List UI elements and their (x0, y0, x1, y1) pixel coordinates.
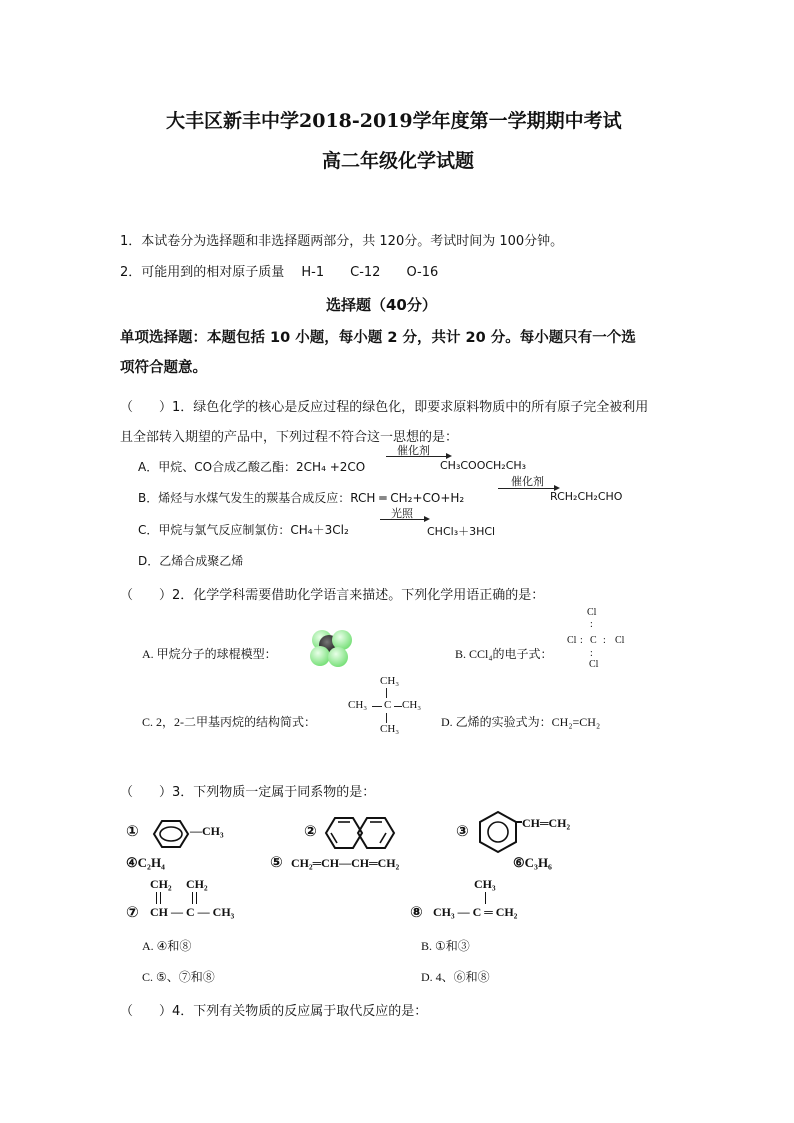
q4-stem: （ ）4．下列有关物质的反应属于取代反应的是： (120, 1004, 428, 1019)
bond-line (386, 713, 387, 723)
q1-c-arrow (380, 519, 428, 520)
ccl4-electron-formula (565, 605, 635, 673)
methane-ball-stick-model (296, 624, 362, 670)
page-title: 大丰区新丰中学2018-2019学年度第一学期期中考试 (166, 110, 622, 132)
struct-ch3-bottom: CH₃ (380, 723, 400, 735)
q3-item-5-text: CH₂═CH—CH═CH₂ (291, 856, 400, 870)
q3-item-7-ch2-left: CH₂ (150, 877, 172, 891)
double-bond-line (160, 892, 161, 904)
struct-ch3-top: CH₃ (380, 675, 400, 687)
q3-item-3-number: ③ (456, 822, 469, 840)
double-bond-line (156, 892, 157, 904)
q3-item-8-ch3-top: CH₃ (474, 877, 496, 891)
q3-option-c: C. ⑤、⑦和⑧ (142, 970, 215, 984)
q2-option-b: B. CCl₄的电子式： (455, 647, 553, 661)
q3-item-3-text: CH═CH₂ (522, 816, 571, 830)
q1-a-product: CH₃COOCH₂CH₃ (440, 459, 527, 472)
q3-item-1-number: ① (126, 822, 139, 840)
q1-stem-line1: （ ）1．绿色化学的核心是反应过程的绿色化，即要求原料物质中的所有原子完全被利用 (120, 400, 649, 415)
q1-option-b: B．烯烃与水煤气发生的羰基合成反应：RCH ═ CH₂+CO+H₂ (138, 491, 465, 505)
bond-line (394, 706, 402, 707)
naphthalene-icon (322, 812, 398, 854)
q1-stem-line2: 且全部转入期望的产品中，下列过程不符合这一思想的是： (120, 430, 459, 445)
lewis-c-center: C (590, 635, 597, 646)
lewis-cl-left: Cl (567, 635, 577, 646)
lewis-cl-bottom: Cl (589, 659, 599, 670)
q1-b-condition: 催化剂 (511, 475, 544, 488)
q3-item-1-text: —CH₃ (190, 824, 224, 838)
q3-option-d: D. 4、⑥和⑧ (421, 970, 490, 984)
lewis-dots-right: : (603, 635, 606, 646)
q3-item-8-number: ⑧ (410, 903, 423, 921)
struct-ch3-left: CH₃ (348, 699, 368, 711)
q2-option-a: A. 甲烷分子的球棍模型： (142, 647, 277, 661)
bond-line (386, 688, 387, 698)
q3-stem: （ ）3．下列物质一定属于同系物的是： (120, 785, 376, 800)
q1-b-product: RCH₂CH₂CHO (550, 490, 623, 503)
q3-option-b: B. ①和③ (421, 939, 470, 953)
q3-option-a: A. ④和⑧ (142, 939, 192, 953)
note-1: 1．本试卷分为选择题和非选择题两部分，共 120分。考试时间为 100分钟。 (120, 234, 564, 249)
struct-c-center: C (384, 699, 392, 711)
lewis-cl-top: Cl (587, 607, 597, 618)
section-intro-line1: 单项选择题：本题包括 10 小题，每小题 2 分，共计 20 分。每小题只有一个选 (120, 330, 636, 346)
h-atom-ball (328, 647, 348, 667)
q1-option-a: A．甲烷、CO合成乙酸乙酯：2CH₄ +2CO (138, 460, 366, 474)
lewis-dots-left: : (580, 635, 583, 646)
q1-option-d: D．乙烯合成聚乙烯 (138, 554, 244, 568)
double-bond-line (192, 892, 193, 904)
h-atom-ball (332, 630, 352, 650)
bond-line (485, 892, 486, 904)
q3-item-6: ⑥C₃H₆ (513, 855, 552, 870)
q2-option-d: D. 乙烯的实验式为：CH₂=CH₂ (441, 715, 601, 729)
q1-option-c: C．甲烷与氯气反应制氯仿：CH₄＋3Cl₂ (138, 523, 349, 537)
section-intro-line2: 项符合题意。 (120, 360, 207, 376)
q2-option-c: C. 2，2-二甲基丙烷的结构简式： (142, 715, 317, 729)
struct-ch3-right: CH₃ (402, 699, 422, 711)
section-title: 选择题（40分） (326, 296, 437, 314)
q3-item-7-number: ⑦ (126, 903, 139, 921)
lewis-dots-top: : (590, 619, 595, 630)
q1-a-arrow (386, 456, 450, 457)
q3-item-7-ch2-right: CH₂ (186, 877, 208, 891)
q1-c-condition: 光照 (391, 507, 413, 520)
q3-item-8-text: CH₃ — C ═ CH₂ (433, 905, 518, 919)
q3-item-2-number: ② (304, 822, 317, 840)
lewis-cl-right: Cl (615, 635, 625, 646)
dimethylpropane-structure (346, 675, 426, 739)
double-bond-line (196, 892, 197, 904)
q3-item-5-number: ⑤ (270, 853, 283, 871)
q1-c-product: CHCl₃＋3HCl (427, 525, 496, 538)
q1-a-condition: 催化剂 (397, 444, 430, 457)
note-2: 2．可能用到的相对原子质量 H-1 C-12 O-16 (120, 265, 439, 280)
lewis-dots-bottom: : (590, 648, 593, 659)
benzene-ring-icon (474, 808, 522, 856)
bond-line (372, 706, 382, 707)
page-subtitle: 高二年级化学试题 (322, 150, 475, 172)
q3-item-4: ④C₂H₄ (126, 855, 165, 870)
q1-b-arrow (498, 488, 558, 489)
q3-item-7-text: CH — C — CH₃ (150, 905, 235, 919)
h-atom-ball (310, 646, 330, 666)
q2-stem: （ ）2．化学学科需要借助化学语言来描述。下列化学用语正确的是： (120, 588, 545, 603)
